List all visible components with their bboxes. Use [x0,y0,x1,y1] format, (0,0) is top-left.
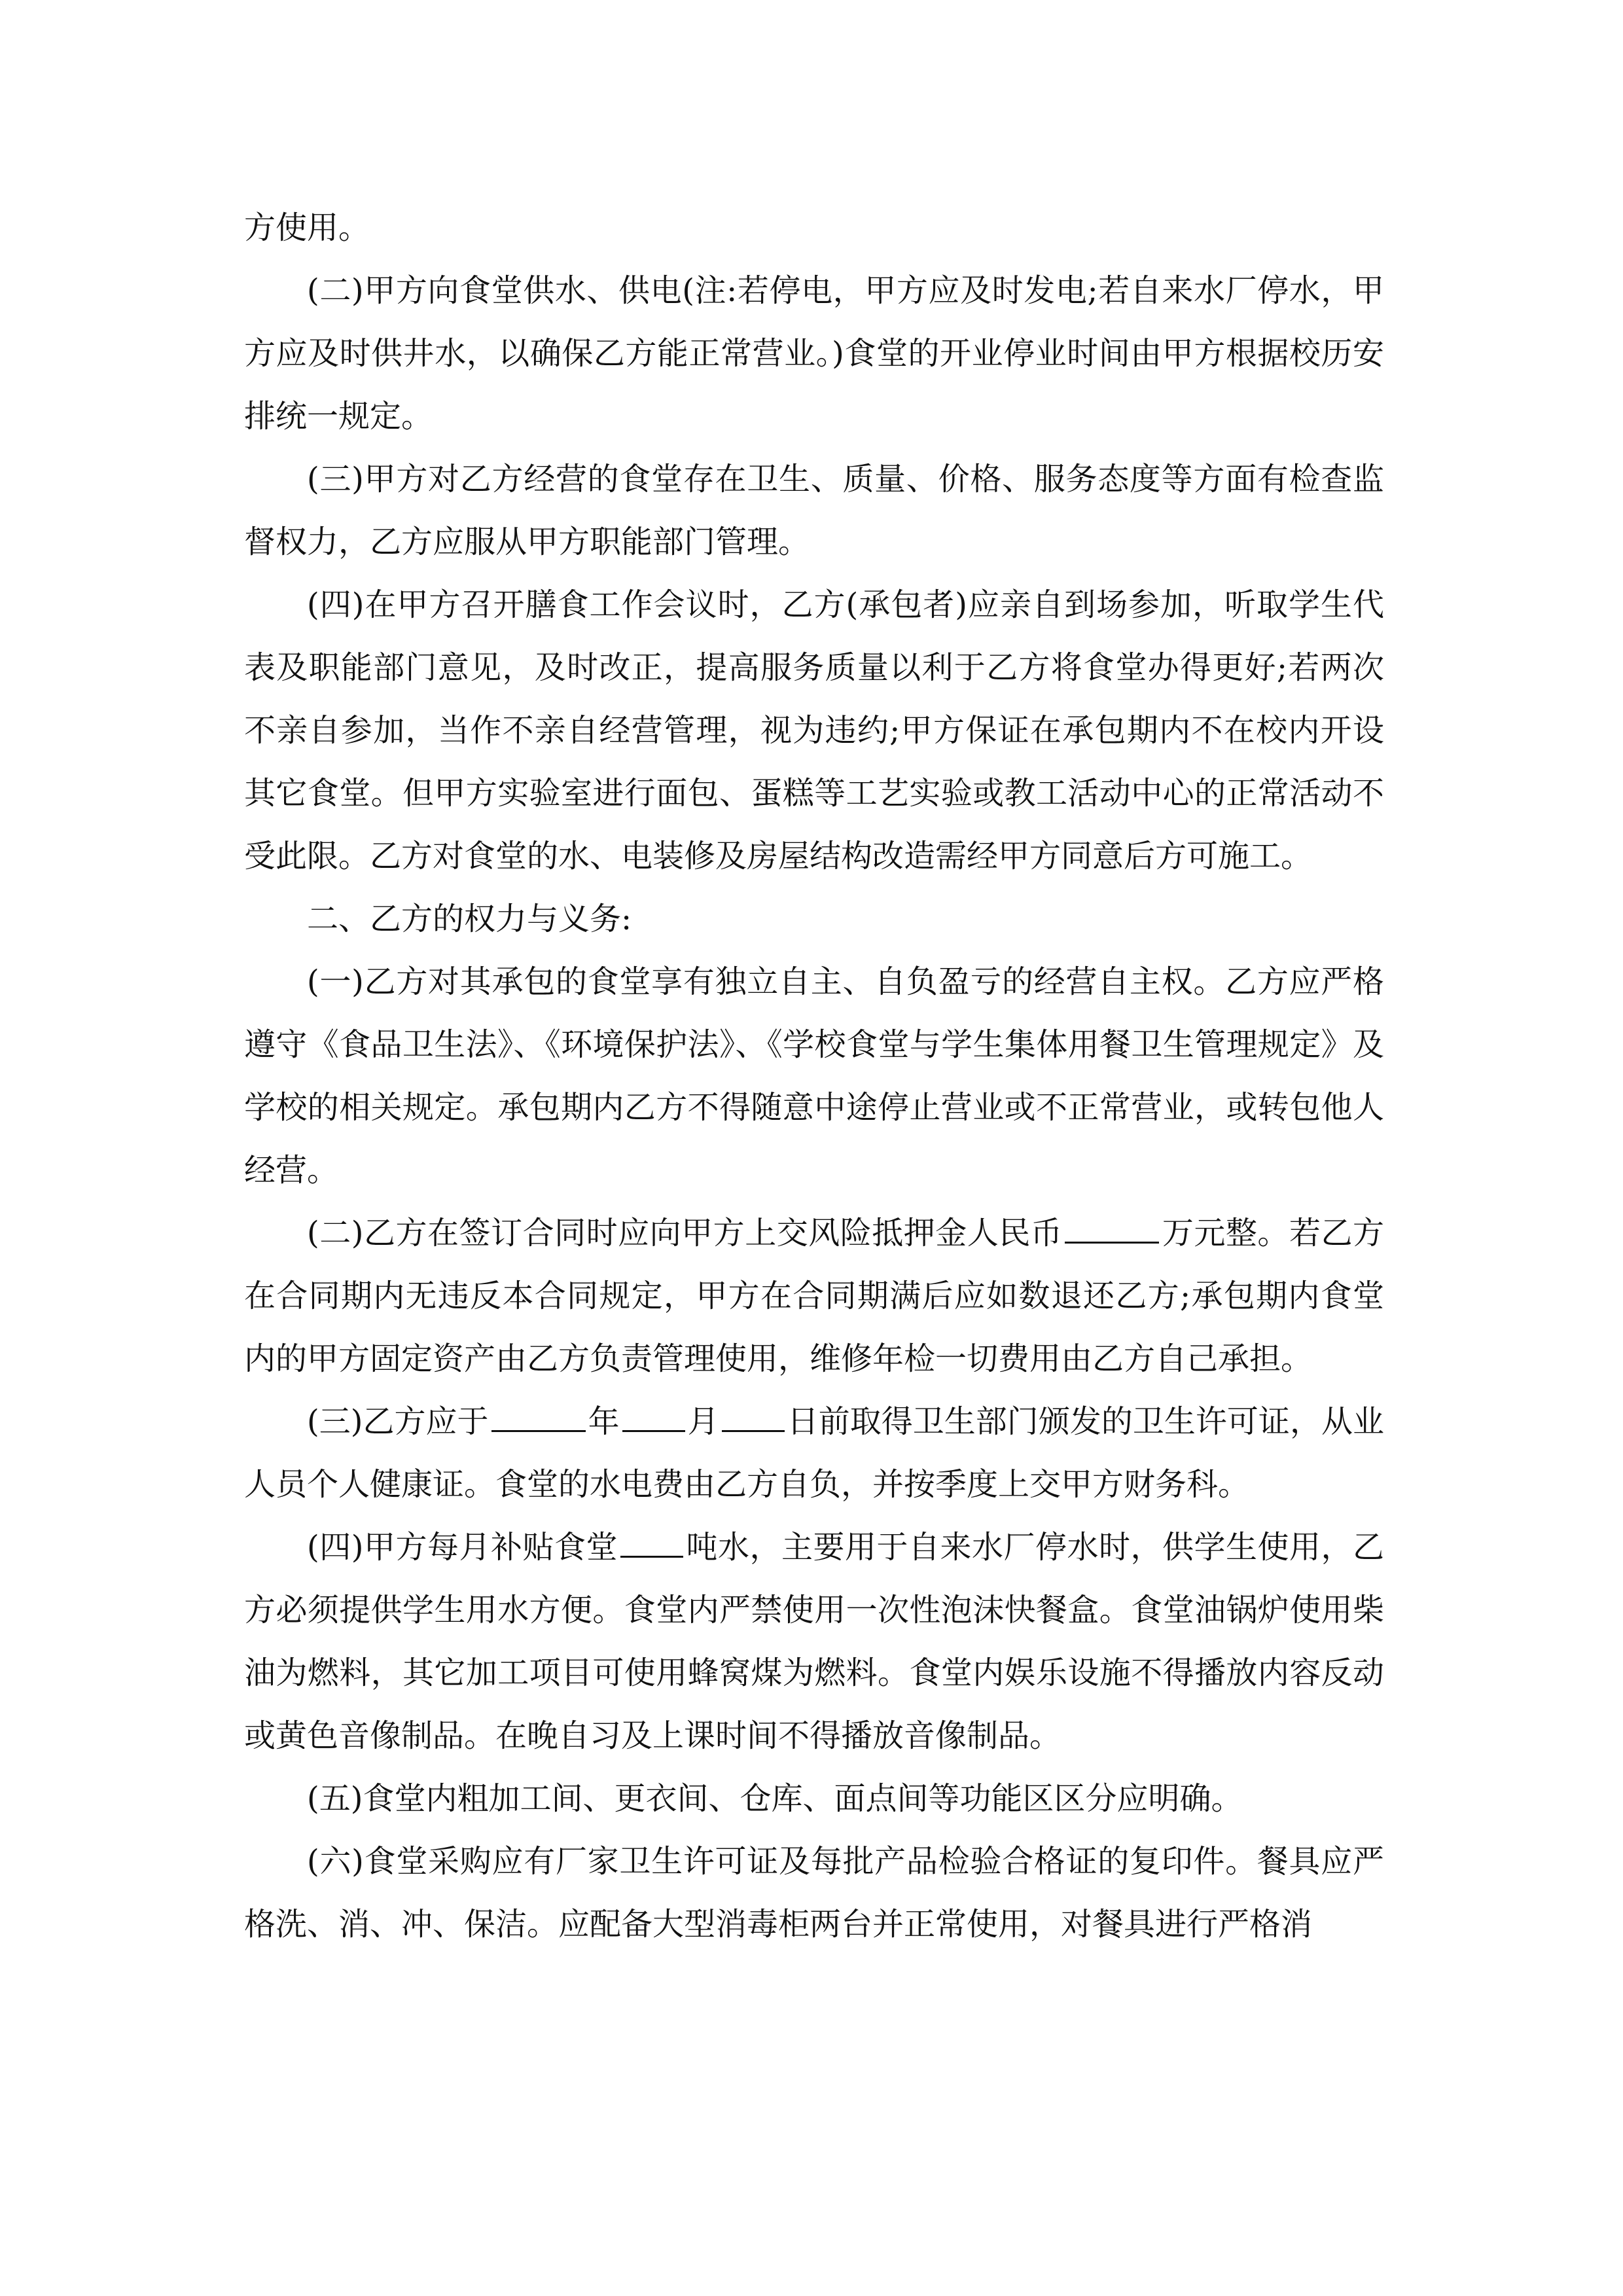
blank-day [722,1391,785,1432]
paragraph-text: (二)甲方向食堂供水、供电(注:若停电，甲方应及时发电;若自来水厂停水，甲方应及时供井水，以确保乙方能正常营业。)食堂的开业停业时间由甲方根据校历安排统一规定。 [244,272,1384,435]
paragraph-clause-water-subsidy [244,1516,1384,1767]
paragraph-text: (四)在甲方召开膳食工作会议时，乙方(承包者)应亲自到场参加，听取学生代表及职能部门意见，及时改正，提高服务质量以利于乙方将食堂办得更好;若两次不亲自参加，当作不亲自经营管理，视为违约;甲方保证在承包期内不在校内开设其它食堂。但甲方实验室进行面包、蛋糕等工艺实验或教工活动中心的正常活动不受此限。乙方对食堂的水、电装修及房屋结构改造需经甲方同意后方可施工。 [244,586,1384,874]
paragraph-text: (六)食堂采购应有厂家卫生许可证及每批产品检验合格证的复印件。餐具应严格洗、消、冲、保洁。应配备大型消毒柜两台并正常使用，对餐具进行严格消 [244,1843,1384,1943]
paragraph-text: (三)甲方对乙方经营的食堂存在卫生、质量、价格、服务态度等方面有检查监督权力，乙方应服从甲方职能部门管理。 [244,461,1384,560]
paragraph-text: (四)甲方每月补贴食堂 [307,1529,618,1566]
paragraph-text: 月 [687,1403,719,1440]
heading-text: 二、乙方的权力与义务: [307,901,632,937]
paragraph-clause-meetings [244,573,1384,888]
section-heading-party-b [244,888,1384,950]
paragraph-clause-licenses [244,1390,1384,1516]
blank-month [622,1391,685,1432]
paragraph-clause-procurement [244,1830,1384,1956]
paragraph-continuation [244,196,1384,259]
paragraph-text: (三)乙方应于 [307,1403,489,1440]
paragraph-text: 万元整。若乙方在合同期内无违反本合同规定，甲方在合同期满后应如数退还乙方;承包期内食堂内的甲方固定资产由乙方负责管理使用，维修年检一切费用由乙方自己承担。 [244,1215,1384,1377]
paragraph-text: 日前取得卫生部门颁发的卫生许可证，从业人员个人健康证。食堂的水电费由乙方自负，并按季度上交甲方财务科。 [244,1403,1384,1503]
document-body [244,196,1384,1956]
paragraph-clause-supervision [244,448,1384,573]
blank-water-tons [620,1516,683,1558]
paragraph-clause-autonomy [244,950,1384,1202]
paragraph-text: (二)乙方在签订合同时应向甲方上交风险抵押金人民币 [307,1215,1063,1251]
paragraph-text: 年 [588,1403,620,1440]
paragraph-text: (五)食堂内粗加工间、更衣间、仓库、面点间等功能区区分应明确。 [307,1780,1243,1817]
paragraph-clause-zones [244,1767,1384,1830]
paragraph-clause-deposit [244,1202,1384,1390]
blank-deposit-amount [1065,1202,1159,1244]
blank-year [491,1391,586,1432]
paragraph-text: 吨水，主要用于自来水厂停水时，供学生使用，乙方必须提供学生用水方便。食堂内严禁使用一次性泡沫快餐盒。食堂油锅炉使用柴油为燃料，其它加工项目可使用蜂窝煤为燃料。食堂内娱乐设施不得播放内容反动或黄色音像制品。在晚自习及上课时间不得播放音像制品。 [244,1529,1384,1754]
paragraph-text: 方使用。 [244,209,370,246]
paragraph-text: (一)乙方对其承包的食堂享有独立自主、自负盈亏的经营自主权。乙方应严格遵守《食品卫生法》、《环境保护法》、《学校食堂与学生集体用餐卫生管理规定》及学校的相关规定。承包期内乙方不得随意中途停止营业或不正常营业，或转包他人经营。 [244,963,1384,1189]
paragraph-clause-water-power [244,259,1384,448]
